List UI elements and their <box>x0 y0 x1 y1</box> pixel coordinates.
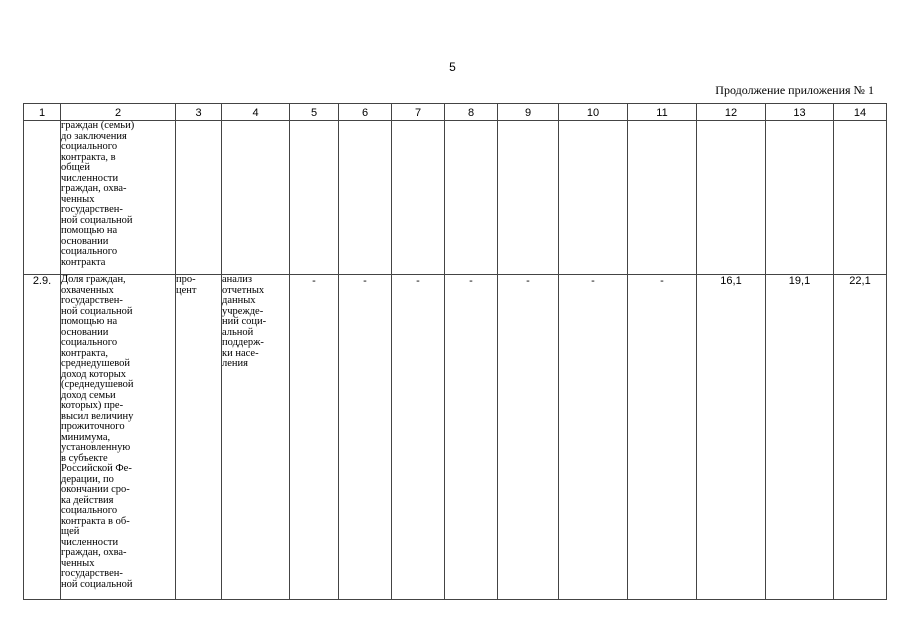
column-header: 14 <box>834 104 887 121</box>
column-number-header-row <box>24 104 887 121</box>
value-cell: - <box>339 275 392 600</box>
value-cell <box>697 121 766 275</box>
column-header: 1 <box>24 104 61 121</box>
table-row-continued <box>24 121 887 275</box>
unit-cell <box>176 121 222 275</box>
indicator-table <box>23 103 887 600</box>
column-header: 9 <box>498 104 559 121</box>
value-cell: 19,1 <box>766 275 834 600</box>
appendix-continuation-label: Продолжение приложения № 1 <box>715 83 874 97</box>
column-header: 13 <box>766 104 834 121</box>
value-cell <box>339 121 392 275</box>
column-header: 7 <box>392 104 445 121</box>
indicator-name-cell: Доля граждан, охваченных государствен- ной социальной помощью на основании социального контракта, среднедушевой доход которых (среднедушевой доход семьи которых) пре- высил величину прожиточного минимума, установленную в субъекте Российской Фе- дерации, по окончании сро- ка действия социального контракта в об- щей численности граждан, охва- ченных государствен- ной социальной <box>61 275 176 600</box>
value-cell <box>834 121 887 275</box>
value-cell: 22,1 <box>834 275 887 600</box>
value-cell: - <box>628 275 697 600</box>
unit-cell: про- цент <box>176 275 222 600</box>
column-header: 8 <box>445 104 498 121</box>
column-header: 10 <box>559 104 628 121</box>
value-cell <box>290 121 339 275</box>
column-header: 11 <box>628 104 697 121</box>
page-number: 5 <box>449 60 456 74</box>
indicator-name-cell: граждан (семьи) до заключения социального контракта, в общей численности граждан, охва- ченных государствен- ной социальной помощью на основании социального контракта <box>61 121 176 275</box>
source-cell <box>222 121 290 275</box>
value-cell <box>628 121 697 275</box>
column-header: 3 <box>176 104 222 121</box>
value-cell: - <box>498 275 559 600</box>
value-cell: - <box>559 275 628 600</box>
value-cell <box>392 121 445 275</box>
value-cell: 16,1 <box>697 275 766 600</box>
value-cell: - <box>392 275 445 600</box>
column-header: 4 <box>222 104 290 121</box>
value-cell <box>766 121 834 275</box>
value-cell: - <box>445 275 498 600</box>
column-header: 2 <box>61 104 176 121</box>
column-header: 12 <box>697 104 766 121</box>
index-cell <box>24 121 61 275</box>
column-header: 6 <box>339 104 392 121</box>
value-cell <box>559 121 628 275</box>
table-row-2-9 <box>24 275 887 600</box>
value-cell <box>498 121 559 275</box>
index-cell: 2.9. <box>24 275 61 600</box>
value-cell <box>445 121 498 275</box>
value-cell: - <box>290 275 339 600</box>
column-header: 5 <box>290 104 339 121</box>
source-cell: анализ отчетных данных учрежде- ний соци- альной поддерж- ки насе- ления <box>222 275 290 600</box>
